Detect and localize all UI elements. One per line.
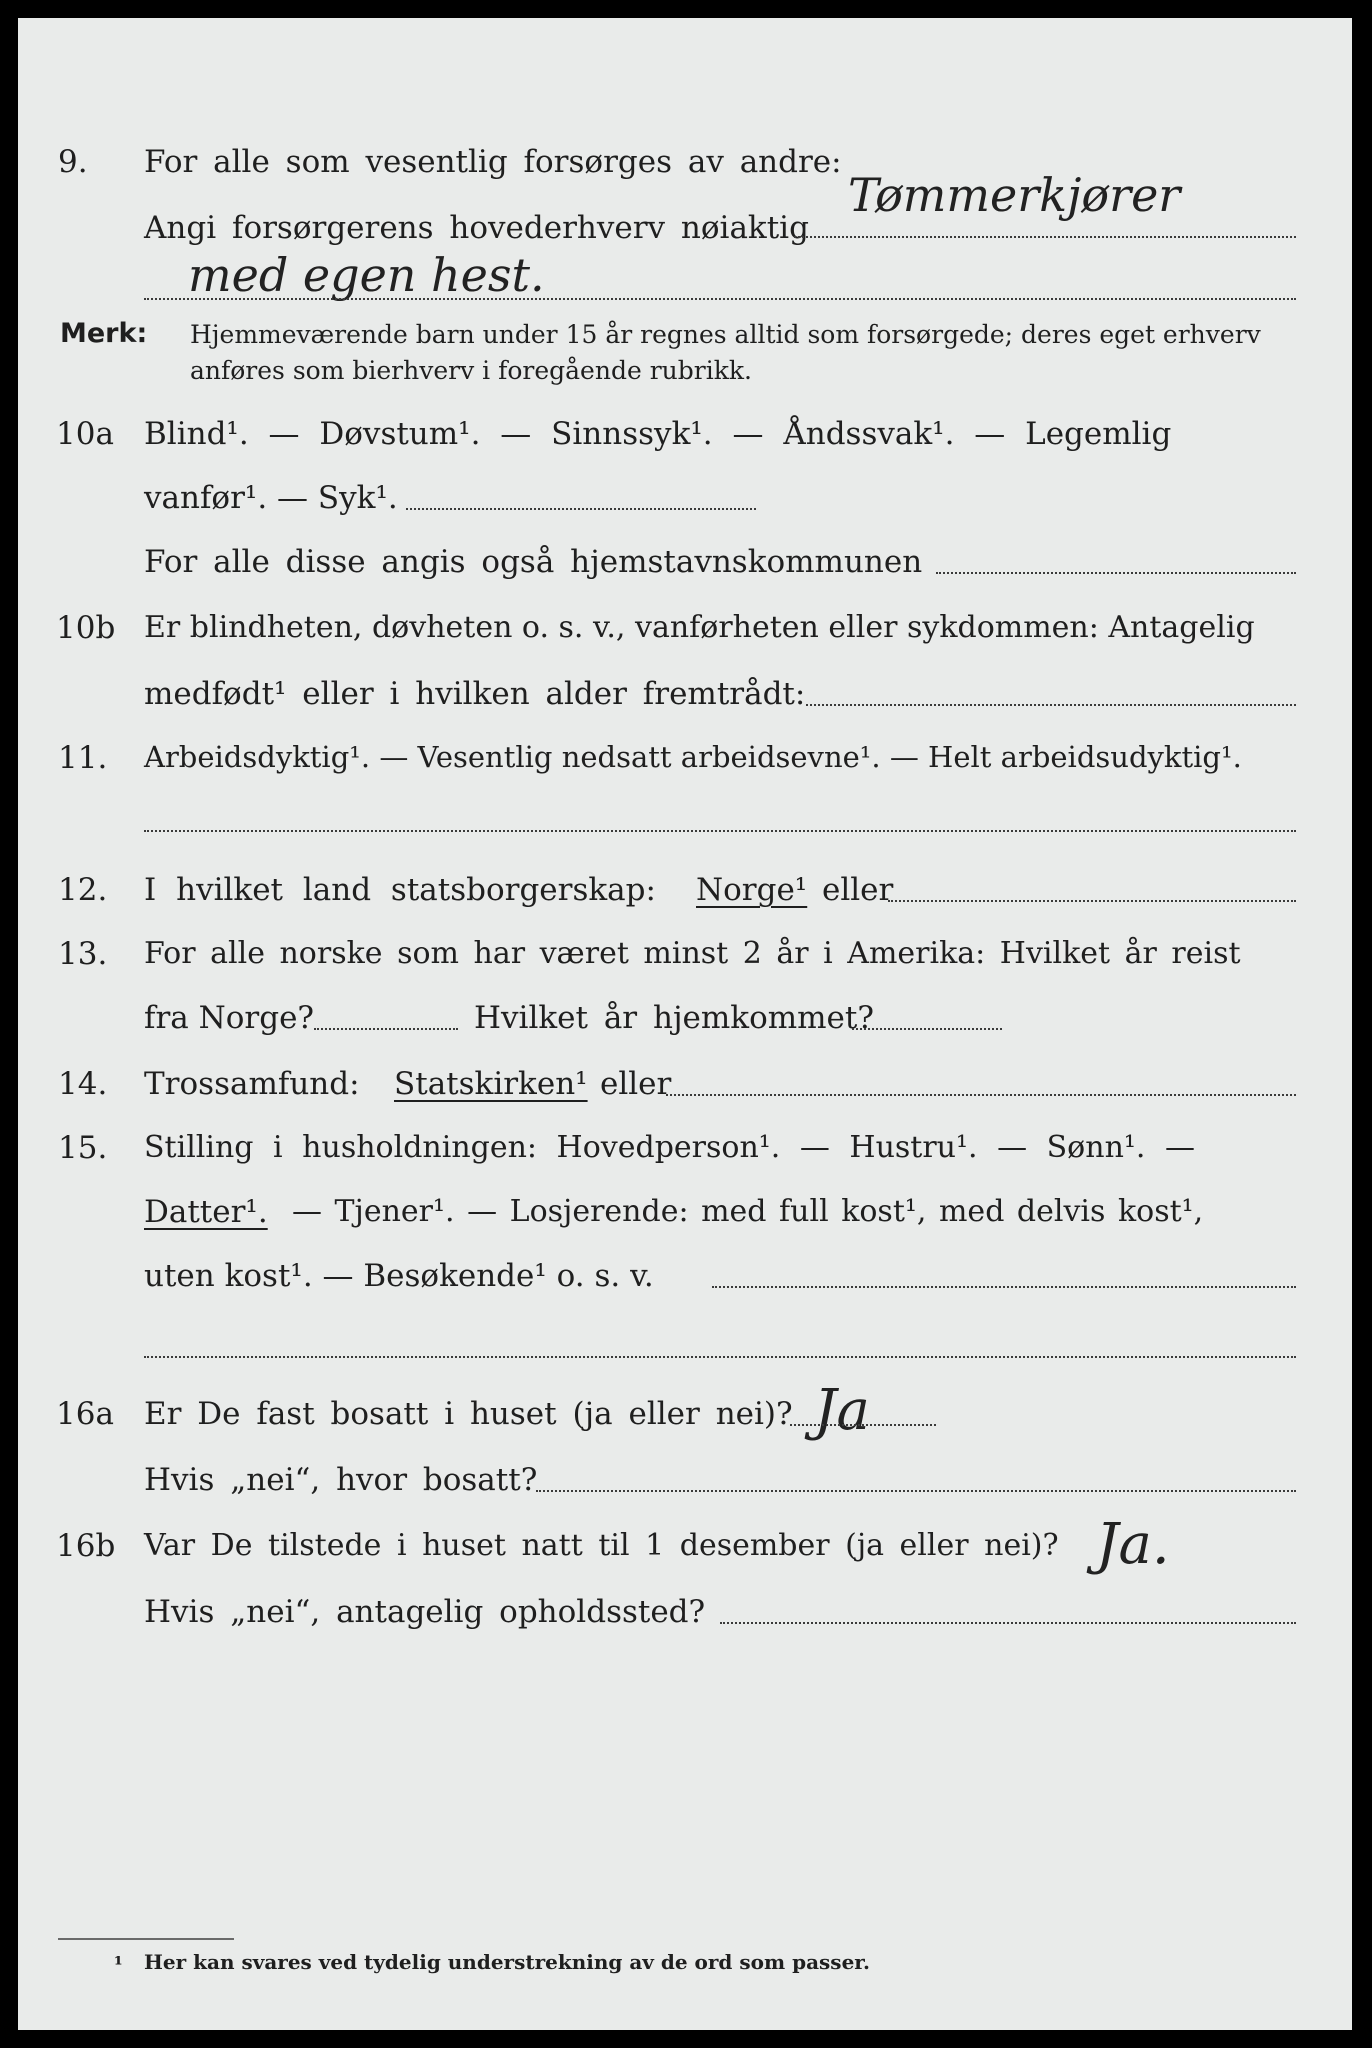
q10a-line3: For alle disse angis også hjemstavnskommunen xyxy=(144,544,923,580)
q15-besokende-line xyxy=(712,1286,1296,1288)
q10a-syk-line xyxy=(406,508,756,510)
q12-number: 12. xyxy=(58,872,108,908)
q15-line1: Stilling i husholdningen: Hovedperson¹. — Hustru¹. — Sønn¹. — xyxy=(144,1130,1195,1165)
q12-norge-underlined: Norge¹ xyxy=(696,872,808,908)
q16b-line1: Var De tilstede i huset natt til 1 desember (ja eller nei)? xyxy=(144,1528,1059,1563)
q14-statskirken-underlined: Statskirken¹ xyxy=(394,1066,588,1102)
q14-number: 14. xyxy=(58,1066,108,1102)
q16b-handwritten-answer: Ja. xyxy=(1096,1512,1170,1577)
q13-number: 13. xyxy=(58,936,108,972)
q9-answer-line1 xyxy=(794,236,1296,238)
q15-number: 15. xyxy=(58,1130,108,1166)
merk-label: Merk: xyxy=(60,318,148,349)
q13-reist-line xyxy=(314,1028,458,1030)
q16a-ja-line xyxy=(790,1424,936,1426)
q9-handwritten-answer1: Tømmerkjører xyxy=(848,168,1181,222)
q16b-opholdssted-line xyxy=(720,1622,1296,1624)
q9-line2: Angi forsørgerens hovederhverv nøiaktig xyxy=(144,210,809,246)
footnote-rule xyxy=(58,1938,234,1940)
q14-prefix: Trossamfund: xyxy=(144,1066,360,1102)
q10b-line1: Er blindheten, døvheten o. s. v., vanførheten eller sykdommen: Antagelig xyxy=(144,610,1255,645)
merk-line2: anføres som bierhverv i foregående rubrikk. xyxy=(190,356,752,385)
q11-line1: Arbeidsdyktig¹. — Vesentlig nedsatt arbeidsevne¹. — Helt arbeidsudyktig¹. xyxy=(144,740,1242,774)
census-form-page xyxy=(18,18,1352,2030)
q12-suffix: eller xyxy=(822,872,894,908)
q13-line2a: fra Norge? xyxy=(144,1000,315,1036)
q13-line1: For alle norske som har været minst 2 år i Amerika: Hvilket år reist xyxy=(144,936,1241,971)
q16a-number: 16a xyxy=(56,1396,114,1432)
q14-suffix: eller xyxy=(600,1066,672,1102)
q15-answer-line xyxy=(144,1356,1296,1358)
q15-line2-rest: — Tjener¹. — Losjerende: med full kost¹, med delvis kost¹, xyxy=(292,1194,1204,1229)
q9-number: 9. xyxy=(58,144,88,180)
footnote-marker: ¹ xyxy=(114,1952,123,1976)
q9-handwritten-answer2: med egen hest. xyxy=(188,248,545,302)
q16a-handwritten-answer: Ja xyxy=(814,1378,870,1443)
q10b-number: 10b xyxy=(56,610,116,646)
q16b-line2: Hvis „nei“, antagelig opholdssted? xyxy=(144,1594,706,1630)
q16a-line2: Hvis „nei“, hvor bosatt? xyxy=(144,1462,538,1498)
q11-answer-line xyxy=(144,830,1296,832)
q10a-hjemstavn-line xyxy=(936,572,1296,574)
q12-prefix: I hvilket land statsborgerskap: xyxy=(144,872,656,908)
q16a-line1: Er De fast bosatt i huset (ja eller nei)? xyxy=(144,1396,793,1432)
q10a-line2: vanfør¹. — Syk¹. xyxy=(144,480,398,516)
q10b-alder-line xyxy=(806,704,1296,706)
q16a-bosatt-line xyxy=(536,1490,1296,1492)
q15-datter-underlined: Datter¹. xyxy=(144,1194,268,1230)
q16b-number: 16b xyxy=(56,1528,116,1564)
q10a-number: 10a xyxy=(56,416,114,452)
q11-number: 11. xyxy=(58,740,108,776)
q14-eller-line xyxy=(666,1094,1296,1096)
q13-line2b: Hvilket år hjemkommet? xyxy=(474,1000,874,1036)
q9-answer-line2 xyxy=(144,298,1296,300)
q15-line3: uten kost¹. — Besøkende¹ o. s. v. xyxy=(144,1258,654,1294)
footnote-text: Her kan svares ved tydelig understrekning av de ord som passer. xyxy=(144,1950,870,1974)
merk-line1: Hjemmeværende barn under 15 år regnes alltid som forsørgede; deres eget erhverv xyxy=(190,320,1261,349)
q13-hjemkommet-line xyxy=(852,1028,1002,1030)
q10a-line1: Blind¹. — Døvstum¹. — Sinnssyk¹. — Åndssvak¹. — Legemlig xyxy=(144,416,1172,452)
q12-eller-line xyxy=(888,900,1296,902)
q10b-line2: medfødt¹ eller i hvilken alder fremtrådt: xyxy=(144,676,806,712)
q9-line1: For alle som vesentlig forsørges av andre: xyxy=(144,144,842,180)
